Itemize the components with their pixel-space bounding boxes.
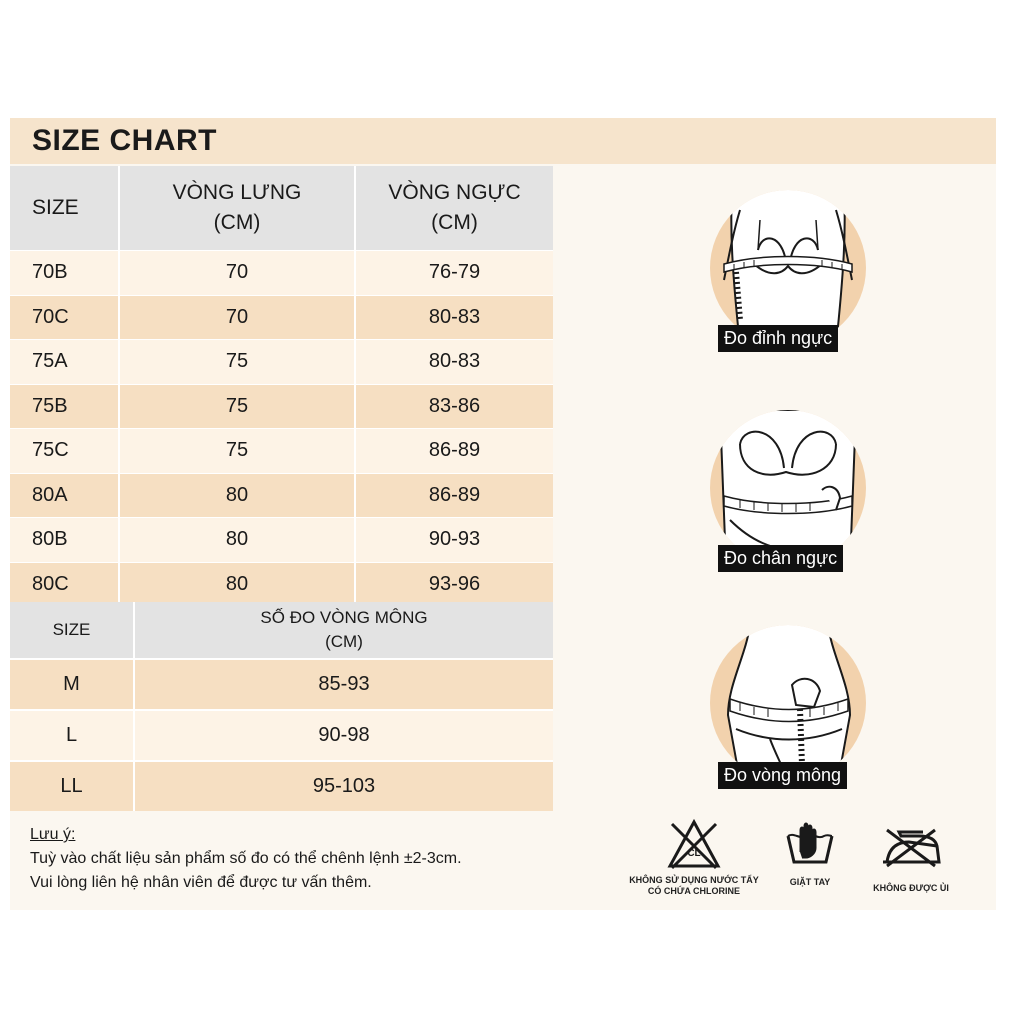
- cell-bust: 90-93: [355, 518, 553, 563]
- cell-size: LL: [10, 761, 134, 811]
- table-row: [10, 340, 553, 385]
- table-header-row: [10, 166, 553, 251]
- no-bleach-icon: [666, 818, 722, 870]
- cell-size: 80B: [10, 518, 119, 563]
- underbust-caption: Đo chân ngực: [718, 545, 843, 572]
- cell-hip: 95-103: [134, 761, 553, 811]
- cell-bust: 93-96: [355, 562, 553, 606]
- underbust-measure-illustration: [710, 410, 866, 566]
- cell-bust: 86-89: [355, 473, 553, 518]
- note-line: Vui lòng liên hệ nhân viên để được tư vấn thêm.: [30, 874, 372, 891]
- note-label: Lưu ý:: [30, 826, 76, 843]
- cell-bust: 80-83: [355, 340, 553, 385]
- header-bust-unit: (CM): [431, 211, 478, 234]
- cell-bust: 76-79: [355, 251, 553, 296]
- cell-back: 80: [119, 518, 355, 563]
- header-size: SIZE: [10, 166, 119, 251]
- underbust-figure-icon: [710, 410, 866, 566]
- table-row: [10, 295, 553, 340]
- bust-figure-icon: [710, 190, 866, 346]
- table-row: [10, 429, 553, 474]
- header-back-unit: (CM): [213, 211, 261, 234]
- table-row: [10, 518, 553, 563]
- table-row: [10, 562, 553, 606]
- note-line: Tuỳ vào chất liệu sản phẩm số đo có thể chênh lệnh ±2-3cm.: [30, 850, 462, 867]
- bust-caption: Đo đỉnh ngực: [718, 325, 838, 352]
- hand-wash-label: GIẶT TAY: [789, 877, 831, 887]
- table-row: [10, 384, 553, 429]
- no-iron-icon: [879, 826, 943, 868]
- cell-bust: 86-89: [355, 429, 553, 474]
- cell-size: 80C: [10, 562, 119, 606]
- cell-back: 75: [119, 429, 355, 474]
- cell-size: M: [10, 659, 134, 710]
- table-header-row: [10, 602, 553, 659]
- cell-bust: 80-83: [355, 295, 553, 340]
- cell-back: 80: [119, 473, 355, 518]
- cell-hip: 90-98: [134, 710, 553, 761]
- cell-back: 70: [119, 251, 355, 296]
- header-hip-unit: (CM): [325, 632, 363, 651]
- cell-size: 80A: [10, 473, 119, 518]
- hip-caption: Đo vòng mông: [718, 762, 847, 789]
- header-size: SIZE: [10, 602, 134, 659]
- no-bleach-label-line1: KHÔNG SỬ DỤNG NƯỚC TẨY: [629, 875, 759, 885]
- care-no-iron: [858, 826, 964, 894]
- hip-figure-icon: [710, 625, 866, 781]
- cell-back: 75: [119, 384, 355, 429]
- header-back-label: VÒNG LƯNG: [172, 181, 302, 204]
- table-row: [10, 473, 553, 518]
- hip-measure-illustration: [710, 625, 866, 781]
- table-row: [10, 761, 553, 811]
- cell-size: 70B: [10, 251, 119, 296]
- cell-size: 70C: [10, 295, 119, 340]
- header-bust: [355, 166, 553, 251]
- cell-size: 75C: [10, 429, 119, 474]
- cell-back: 70: [119, 295, 355, 340]
- table-row: [10, 710, 553, 761]
- table-row: [10, 659, 553, 710]
- page-title: SIZE CHART: [32, 124, 217, 157]
- no-bleach-symbol-text: CL: [687, 848, 701, 859]
- cell-size: L: [10, 710, 134, 761]
- cell-hip: 85-93: [134, 659, 553, 710]
- hand-wash-icon: [784, 822, 836, 866]
- cell-back: 75: [119, 340, 355, 385]
- cell-size: 75B: [10, 384, 119, 429]
- bra-size-table: [10, 166, 553, 606]
- care-hand-wash: [770, 822, 850, 888]
- header-bust-label: VÒNG NGỰC: [388, 181, 521, 204]
- care-no-bleach: [612, 818, 776, 897]
- cell-back: 80: [119, 562, 355, 606]
- no-bleach-label-line2: CÓ CHỨA CHLORINE: [647, 886, 741, 896]
- header-hip-label: SỐ ĐO VÒNG MÔNG: [260, 608, 428, 627]
- header-hip: [134, 602, 553, 659]
- cell-bust: 83-86: [355, 384, 553, 429]
- table-row: [10, 251, 553, 296]
- no-iron-label: KHÔNG ĐƯỢC ỦI: [873, 883, 949, 893]
- hip-size-table: [10, 602, 553, 811]
- bust-measure-illustration: [710, 190, 866, 346]
- cell-size: 75A: [10, 340, 119, 385]
- header-back: [119, 166, 355, 251]
